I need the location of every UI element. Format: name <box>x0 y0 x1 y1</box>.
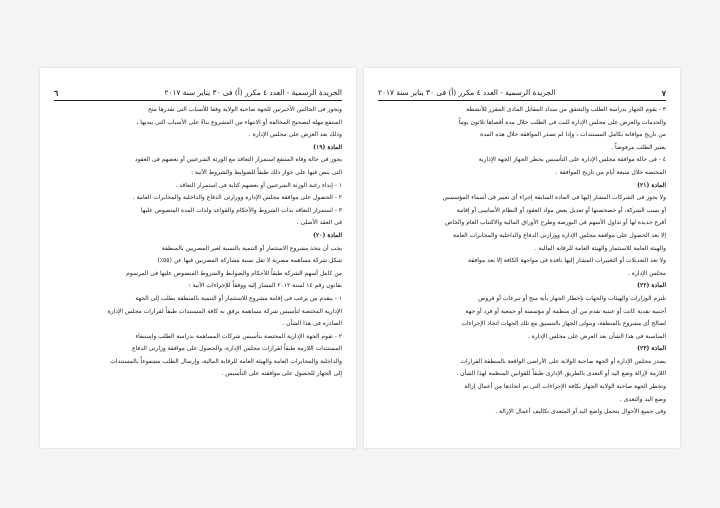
text-line: يعتبر الطلب مرفوضاً . <box>611 143 666 151</box>
text-line: ٢ - الحصول على موافقة مجلس الإدارة ووزارتى الدفاع والداخلية والمخابرات العامة . <box>132 194 342 202</box>
page-content <box>378 104 666 419</box>
text-line: اللازمة لإزالة وضع اليد أو التعدى بالطريق الإدارى طبقاً للقوانين المنظمة لهذا الشأن . <box>456 370 666 378</box>
text-line: الإدارية المختصة لتأسيس شركة مساهمة يرفق به كافة المستندات طبقاً لقرارات مجلس الإدارة <box>107 307 342 315</box>
page-header <box>54 84 342 98</box>
text-line: ٤ - فى حالة موافقة مجلس الإدارة على التأسيس يخطر الجهاز الجهة الإدارية <box>478 156 666 164</box>
text-line: يصدر مجلس الإدارة أو الجهة صاحبة الولاية على الأراضى الواقعة بالمنطقة القرارات <box>460 357 666 365</box>
text-line: أجنبية نقدية كانت أو عينية تقدم من أى منظمة أو مؤسسة أو جمعية أو فرد أو جهة <box>465 307 666 315</box>
running-title: الجريدة الرسمية - العدد ٤ مكرر (أ) فى ٣٠ يناير سنة ٢٠١٧ <box>378 88 556 97</box>
text-line: إلا بعد الحصول على موافقة مجلس الإدارة ووزارتى الدفاع والداخلية والمخابرات العامة <box>453 231 666 239</box>
text-line: وتخطر الجهة صاحبة الولاية الجهاز بكافة الإجراءات التى تم اتخاذها من أعمال إزالة <box>464 383 666 391</box>
text-line: ٣ - يقوم الجهاز بدراسة الطلب والتحقق من سداد المقابل المادى المقرر للأنشطة <box>466 106 666 113</box>
text-line: بقانون رقم ١٤ لسنة ٢٠١٢ المشار إليه ووفقاً للإجراءات الآتية : <box>188 282 342 290</box>
header-rule <box>54 100 342 101</box>
text-line: ٣ - استمرار التعاقد بذات الشروط والأحكام والقواعد ولذات المدة المنصوص عليها <box>140 206 342 214</box>
text-line: شكل شركة مساهمة مصرية لا تقل نسبة مشاركة المصريين فيها عن (٥٥٪) <box>157 257 342 265</box>
text-line: ويجوز فى الحالتين الأخيرتين للجهة صاحبة الولاية وفقا للأسباب التى تقدرها منح <box>148 106 342 113</box>
text-line: المتنفع مهلة لتصحيح المخالفة أو الانتهاء من المشروع بناءً على الأسباب التى يبديها ، <box>136 118 342 126</box>
right-page <box>364 68 680 448</box>
article-heading: المادة (٢٢) <box>637 282 666 290</box>
text-line: والهيئة العامة للاستثمار والهيئة العامة للرقابة المالية . <box>534 244 666 252</box>
text-line: ١ - يتقدم من يرغب فى إقامة مشروع للاستثمار أو التنمية بالمنطقة بطلب إلى الجهة <box>135 294 342 302</box>
text-line: أو نسب الشركة، أو خصخصتها أو تعديل بعض مواد العقود أو النظام الأساسى أو إقامة <box>456 206 666 214</box>
text-line: من كامل أسهم الشركة طبقاً للأحكام والضوابط والشروط المنصوص عليها فى المرسوم <box>126 269 342 277</box>
article-heading: المادة (٢١) <box>637 181 666 189</box>
page-header <box>378 84 666 98</box>
text-line: إلى الجهاز للحصول على موافقته على التأسيس . <box>221 370 342 378</box>
text-line: وذلك بعد العرض على مجلس الإدارة . <box>248 131 342 139</box>
text-line: تلتزم الوزارات والهيئات والجهات بإخطار الجهاز بأية منح أو تبرعات أو قروض <box>478 294 666 302</box>
text-line: المستندات اللازمة طبقاً لقرارات مجلس الإدارة، والحصول على موافقة وزارتى الدفاع <box>131 345 342 353</box>
text-line: مجلس الإدارة . <box>628 269 666 277</box>
text-line: وفى جميع الأحوال يتحمل واضع اليد أو المتعدى تكاليف أعمال الإزالة . <box>495 408 666 416</box>
text-line: والخدمات والعرض على مجلس الإدارة للبت فى الطلب خلال مدة أقصاها ثلاثون يوماً <box>458 118 666 126</box>
text-line: والداخلية والمخابرات العامة والهيئة العامة للرقابة المالية، وإرسال الطلب مشفوعاً بالمستندات <box>110 357 342 365</box>
running-title: الجريدة الرسمية - العدد ٤ مكرر (أ) فى ٣٠ يناير سنة ٢٠١٧ <box>164 88 342 97</box>
page-number: ٧ <box>661 88 666 98</box>
article-heading: المادة (٢٠) <box>313 231 342 239</box>
text-line: وضع اليد والتعدى . <box>619 395 666 403</box>
text-line: من تاريخ موافاته بكامل المستندات ، وإذا لم تصدر الموافقة خلال هذه المدة <box>480 131 666 139</box>
text-line: فى العقد الأصلى . <box>296 219 342 227</box>
text-line: الصادرة فى هذا الشأن . <box>282 320 342 328</box>
text-line: ولا تعد التعديلات أو التغييرات المشار إليها نافذة فى مواجهة الكافة إلا بعد موافقة <box>468 257 666 265</box>
text-line: التى ينص فيها على جواز ذلك طبقاً للضوابط والشروط الآتية : <box>191 168 342 176</box>
text-line: ولا يجوز فى الشركات المشار إليها فى المادة السابقة إجراء أى تغيير فى أسماء المؤسسين <box>442 194 666 202</box>
page-number: ٦ <box>54 88 59 98</box>
text-line: يجب أن يتخذ مشروع الاستثمار أو التنمية بالنسبة لغير المصريين بالمنطقة <box>161 244 342 252</box>
article-heading: المادة (١٩) <box>313 143 342 151</box>
text-line: لصالح أى مشروع بالمنطقة، وبتولى الجهاز بالتنسيق مع تلك الجهات اتخاذ الإجراءات <box>461 320 666 328</box>
page-content <box>54 104 342 381</box>
text-line: يجوز فى حالة وفاة المتنفع استمرار التعاقد مع الورثة الشرعيين أو بعضهم فى العقود <box>134 156 342 164</box>
text-line: أفرع جديدة لها أو تداول الأسهم فى البورصة وطرح الأوراق المالية والاكتتاب العام والخاص <box>444 219 666 227</box>
text-line: ١ - إبداء رغبة الورثة الشرعيين أو بعضهم كتابة فى استمرار التعاقد . <box>175 181 342 189</box>
text-line: ٢ - تقوم الجهة الإدارية المختصة بتأسيس شركات المساهمة بدراسة الطلب واستيفاء <box>135 332 342 340</box>
text-line: المناسبة فى هذا الشأن بعد العرض على مجلس الإدارة . <box>527 332 666 340</box>
article-heading: المادة (٢٣) <box>637 345 666 353</box>
text-line: المختصة خلال سبعة أيام من تاريخ الموافقة . <box>555 168 666 176</box>
header-rule <box>378 100 666 101</box>
left-page <box>40 68 356 448</box>
